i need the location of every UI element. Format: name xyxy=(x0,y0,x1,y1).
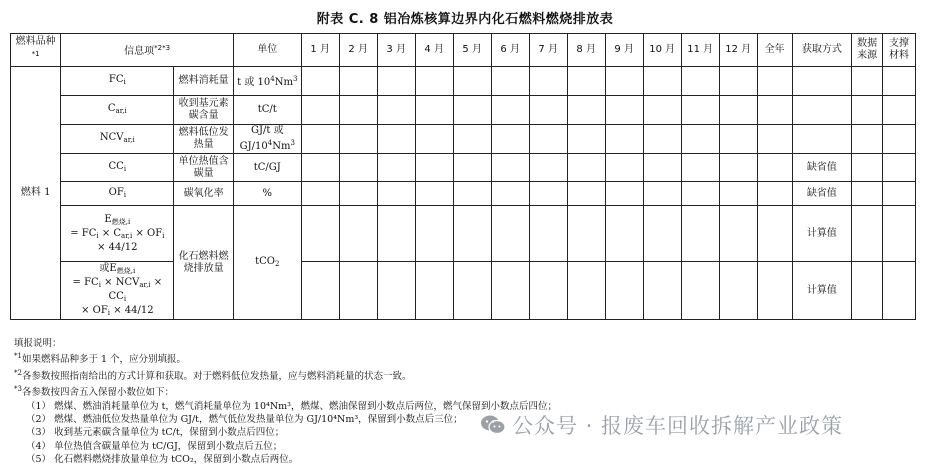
cell[interactable] xyxy=(719,206,757,262)
cell[interactable] xyxy=(339,96,377,125)
param-desc: 收到基元素碳含量 xyxy=(174,96,234,125)
header-month: 2 月 xyxy=(339,34,377,67)
param-symbol: $FC_i$ xyxy=(61,67,174,96)
cell[interactable] xyxy=(852,125,883,154)
cell[interactable] xyxy=(453,182,491,206)
table-row xyxy=(11,67,916,96)
notes-heading: 填报说明： xyxy=(14,338,62,349)
header-unit: 单位 xyxy=(233,34,301,67)
param-desc: 单位热值含碳量 xyxy=(174,154,234,182)
cell[interactable] xyxy=(415,125,453,154)
param-unit: GJ/t 或 $GJ/10^4Nm^3$ xyxy=(233,125,301,154)
cell[interactable] xyxy=(883,96,916,125)
param-unit: t 或 $10^4Nm^3$ xyxy=(233,67,301,96)
cell[interactable] xyxy=(339,262,377,320)
cell[interactable] xyxy=(643,206,681,262)
cell[interactable] xyxy=(643,67,681,96)
cell[interactable] xyxy=(883,125,916,154)
header-row xyxy=(11,34,916,67)
cell[interactable] xyxy=(757,262,792,320)
cell[interactable] xyxy=(852,182,883,206)
cell[interactable] xyxy=(301,154,339,182)
cell[interactable] xyxy=(491,96,529,125)
emission-desc: 化石燃料燃烧排放量 xyxy=(174,206,234,320)
cell[interactable] xyxy=(567,154,605,182)
cell[interactable] xyxy=(681,96,719,125)
cell[interactable] xyxy=(301,182,339,206)
cell[interactable] xyxy=(377,182,415,206)
method-cell[interactable] xyxy=(792,67,852,96)
cell[interactable] xyxy=(883,154,916,182)
param-unit: tC/GJ xyxy=(233,154,301,182)
note-item: （1） 燃煤、燃油消耗量单位为 t，燃气消耗量单位为 10⁴Nm³，燃煤、燃油保留到小数点后两位，燃气保留到小数点后四位； xyxy=(26,400,557,412)
cell[interactable] xyxy=(883,206,916,262)
watermark-text: 公众号 · 报废车回收拆解产业政策 xyxy=(512,414,844,438)
cell[interactable] xyxy=(567,67,605,96)
header-month: 9 月 xyxy=(605,34,643,67)
cell[interactable] xyxy=(719,154,757,182)
cell[interactable] xyxy=(453,96,491,125)
cell[interactable] xyxy=(415,67,453,96)
cell[interactable] xyxy=(852,206,883,262)
wechat-icon xyxy=(480,414,506,436)
param-symbol: $CC_i$ xyxy=(61,154,174,182)
cell[interactable] xyxy=(491,182,529,206)
cell[interactable] xyxy=(757,206,792,262)
emission-unit: tCO$_2$ xyxy=(233,206,301,320)
cell[interactable] xyxy=(643,96,681,125)
header-fuel-type: 燃料品种$^{*1}$ xyxy=(11,34,61,67)
param-unit: tC/t xyxy=(233,96,301,125)
header-data-source: 数据来源 xyxy=(852,34,883,67)
cell[interactable] xyxy=(491,125,529,154)
cell[interactable] xyxy=(681,182,719,206)
cell[interactable] xyxy=(643,154,681,182)
header-month: 4 月 xyxy=(415,34,453,67)
cell[interactable] xyxy=(415,206,453,262)
table-title: 附表 C. 8 铝冶炼核算边界内化石燃料燃烧排放表 xyxy=(316,12,614,27)
cell[interactable] xyxy=(643,182,681,206)
cell[interactable] xyxy=(605,67,643,96)
cell[interactable] xyxy=(605,96,643,125)
param-desc: 燃料消耗量 xyxy=(174,67,234,96)
header-month: 10 月 xyxy=(643,34,681,67)
header-month: 7 月 xyxy=(529,34,567,67)
cell[interactable] xyxy=(377,125,415,154)
header-info: 信息项$^{*2*3}$ xyxy=(61,34,234,67)
cell[interactable] xyxy=(301,262,339,320)
cell[interactable] xyxy=(453,154,491,182)
param-desc: 燃料低位发热量 xyxy=(174,125,234,154)
cell[interactable] xyxy=(719,262,757,320)
method-cell[interactable] xyxy=(792,125,852,154)
cell[interactable] xyxy=(529,67,567,96)
watermark xyxy=(480,410,843,440)
cell[interactable] xyxy=(415,96,453,125)
cell[interactable] xyxy=(491,154,529,182)
table-row xyxy=(11,206,916,262)
cell[interactable] xyxy=(757,182,792,206)
cell[interactable] xyxy=(719,125,757,154)
method-cell[interactable]: 缺省值 xyxy=(792,154,852,182)
cell[interactable] xyxy=(453,262,491,320)
table-row xyxy=(11,262,916,320)
note-3: $^{*3}$各参数按四舍五入保留小数位如下： xyxy=(14,385,174,399)
note-item: （3） 收到基元素碳含量单位为 tC/t，保留到小数点后四位； xyxy=(26,427,285,439)
cell[interactable] xyxy=(567,125,605,154)
header-month: 6 月 xyxy=(491,34,529,67)
cell[interactable] xyxy=(453,125,491,154)
note-1: $^{*1}$如果燃料品种多于 1 个，应分别填报。 xyxy=(14,352,187,366)
cell[interactable] xyxy=(529,262,567,320)
cell[interactable] xyxy=(567,96,605,125)
cell[interactable] xyxy=(643,262,681,320)
param-unit: % xyxy=(233,182,301,206)
cell[interactable] xyxy=(605,154,643,182)
cell[interactable] xyxy=(377,206,415,262)
header-method: 获取方式 xyxy=(792,34,852,67)
cell[interactable] xyxy=(529,125,567,154)
cell[interactable] xyxy=(681,125,719,154)
cell[interactable] xyxy=(529,154,567,182)
cell[interactable] xyxy=(491,262,529,320)
cell[interactable] xyxy=(681,67,719,96)
param-symbol: $C_{ar,i}$ xyxy=(61,96,174,125)
header-support: 支撑材料 xyxy=(883,34,916,67)
note-item: （5） 化石燃料燃烧排放量单位为 tCO₂，保留到小数点后两位。 xyxy=(26,454,299,466)
cell[interactable] xyxy=(377,67,415,96)
table-row xyxy=(11,154,916,182)
cell[interactable] xyxy=(567,182,605,206)
cell[interactable] xyxy=(883,262,916,320)
header-month: 3 月 xyxy=(377,34,415,67)
note-2: $^{*2}$各参数按照指南给出的方式计算和获取。对于燃料低位发热量，应与燃料消耗量的状态一致。 xyxy=(14,368,412,382)
cell[interactable] xyxy=(681,206,719,262)
fuel-label: 燃料 1 xyxy=(11,67,61,320)
header-month: 5 月 xyxy=(453,34,491,67)
header-month: 12 月 xyxy=(719,34,757,67)
cell[interactable] xyxy=(719,67,757,96)
cell[interactable] xyxy=(377,96,415,125)
header-month: 11 月 xyxy=(681,34,719,67)
cell[interactable] xyxy=(415,154,453,182)
cell[interactable] xyxy=(529,206,567,262)
method-cell[interactable]: 缺省值 xyxy=(792,182,852,206)
cell[interactable] xyxy=(301,96,339,125)
cell[interactable] xyxy=(491,206,529,262)
cell[interactable] xyxy=(681,262,719,320)
cell[interactable] xyxy=(453,67,491,96)
cell[interactable] xyxy=(415,262,453,320)
method-cell[interactable] xyxy=(792,96,852,125)
cell[interactable] xyxy=(719,182,757,206)
cell[interactable] xyxy=(453,206,491,262)
cell[interactable] xyxy=(339,125,377,154)
table-row xyxy=(11,96,916,125)
note-item: （4） 单位热值含碳量单位为 tC/GJ，保留到小数点后五位； xyxy=(26,440,283,452)
cell[interactable] xyxy=(852,67,883,96)
cell[interactable] xyxy=(339,206,377,262)
cell[interactable] xyxy=(301,67,339,96)
method-cell[interactable]: 计算值 xyxy=(792,206,852,262)
cell[interactable] xyxy=(339,67,377,96)
header-month: 1 月 xyxy=(301,34,339,67)
param-symbol: $NCV_{ar,i}$ xyxy=(61,125,174,154)
method-cell[interactable]: 计算值 xyxy=(792,262,852,320)
param-desc: 碳氧化率 xyxy=(174,182,234,206)
param-symbol: $OF_i$ xyxy=(61,182,174,206)
cell[interactable] xyxy=(883,182,916,206)
note-item: （2） 燃煤、燃油低位发热量单位为 GJ/t，燃气低位发热量单位为 GJ/10⁴Nm³，保留到小数点后三位； xyxy=(26,414,463,426)
cell[interactable] xyxy=(757,125,792,154)
cell[interactable] xyxy=(681,154,719,182)
cell[interactable] xyxy=(301,125,339,154)
cell[interactable] xyxy=(852,96,883,125)
cell[interactable] xyxy=(852,154,883,182)
cell[interactable] xyxy=(415,182,453,206)
cell[interactable] xyxy=(377,262,415,320)
cell[interactable] xyxy=(491,67,529,96)
cell[interactable] xyxy=(377,154,415,182)
cell[interactable] xyxy=(567,262,605,320)
cell[interactable] xyxy=(301,206,339,262)
cell[interactable] xyxy=(339,154,377,182)
cell[interactable] xyxy=(605,125,643,154)
cell[interactable] xyxy=(643,125,681,154)
table-row xyxy=(11,182,916,206)
table-row xyxy=(11,125,916,154)
cell[interactable] xyxy=(605,182,643,206)
cell[interactable] xyxy=(529,182,567,206)
cell[interactable] xyxy=(883,67,916,96)
header-annual: 全年 xyxy=(757,34,792,67)
cell[interactable] xyxy=(757,154,792,182)
cell[interactable] xyxy=(852,262,883,320)
emission-formula-2: 或$E_{燃烧,i}$ = $FC_i \times NCV_{ar,i} \times CC_i$ × $OF_i \times 44/12$ xyxy=(61,262,174,320)
header-month: 8 月 xyxy=(567,34,605,67)
cell[interactable] xyxy=(567,206,605,262)
emission-table xyxy=(10,33,916,320)
cell[interactable] xyxy=(529,96,567,125)
emission-formula-1: $E_{燃烧,i}$ = $FC_i \times C_{ar,i} \times OF_i$ × 44/12 xyxy=(61,206,174,262)
cell[interactable] xyxy=(605,262,643,320)
cell[interactable] xyxy=(719,96,757,125)
cell[interactable] xyxy=(757,67,792,96)
cell[interactable] xyxy=(757,96,792,125)
notes xyxy=(14,337,557,467)
cell[interactable] xyxy=(605,206,643,262)
cell[interactable] xyxy=(339,182,377,206)
